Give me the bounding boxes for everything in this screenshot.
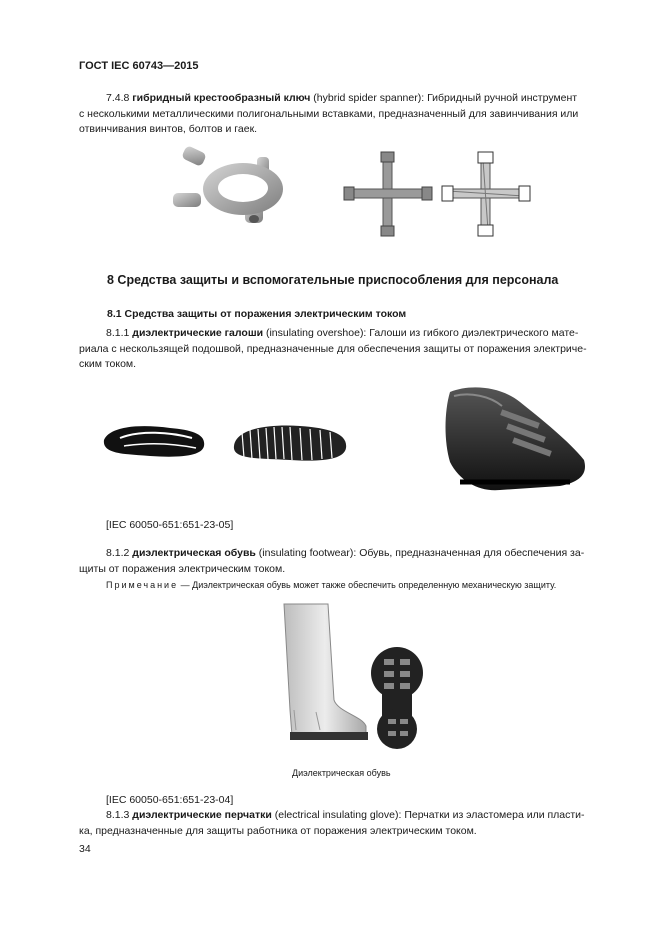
boot-photo [276, 600, 371, 748]
subsection-heading: 8.1 Средства защиты от поражения электрическим током [107, 308, 407, 320]
note [106, 580, 556, 590]
definition-text: щиты от поражения электрическим током. [79, 562, 286, 575]
definition-text: риала с нескользящей подошвой, предназначенные для обеспечения защиты от поражения электриче- [79, 342, 587, 355]
term: диэлектрические галоши [132, 327, 264, 339]
definition-text: ка, предназначенные для защиты работника от поражения электрическим током. [79, 824, 477, 837]
clause-number: 8.1.3 [106, 809, 130, 821]
term: диэлектрические перчатки [132, 809, 272, 821]
definition-text: Обувь, предназначенная для обеспечения за- [359, 547, 585, 559]
figure-caption: Диэлектрическая обувь [292, 768, 391, 778]
english-term: (insulating footwear): [258, 547, 357, 559]
section-heading: 8 Средства защиты и вспомогательные приспособления для персонала [107, 273, 559, 287]
hybrid-spanner-photo [163, 141, 303, 231]
page-number: 34 [79, 843, 91, 855]
definition-7-4-8 [79, 91, 615, 138]
english-term: (electrical insulating glove): [274, 809, 402, 821]
clause-number: 8.1.2 [106, 547, 130, 559]
clause-number: 8.1.1 [106, 327, 130, 339]
overshoe-drawing-side [100, 420, 210, 462]
definition-8-1-2 [79, 546, 615, 577]
boot-sole-photo [368, 645, 426, 750]
note-label: Примечание [106, 580, 179, 590]
definition-text: Гибридный ручной инструмент [427, 92, 578, 104]
cross-wrench-drawing [343, 150, 433, 238]
definition-8-1-3 [79, 808, 615, 839]
english-term: (hybrid spider spanner): [313, 92, 425, 104]
reference: [IEC 60050-651:651-23-05] [106, 519, 234, 531]
definition-text: ским током. [79, 358, 137, 370]
english-term: (insulating overshoe): [265, 327, 367, 339]
overshoe-photo [440, 382, 590, 497]
term: диэлектрическая обувь [132, 547, 256, 559]
cross-wrench-section-drawing [441, 150, 531, 238]
overshoe-drawing-sole [230, 418, 350, 466]
definition-text: Галоши из гибкого диэлектрического мате- [369, 327, 579, 339]
clause-number: 7.4.8 [106, 92, 130, 104]
reference: [IEC 60050-651:651-23-04] [106, 794, 234, 806]
definition-8-1-1 [79, 326, 615, 373]
note-text: — Диэлектрическая обувь может также обеспечить определенную механическую защиту. [180, 580, 557, 590]
definition-text: с несколькими металлическими полигональными вставками, предназначенный для завинчивания или [79, 107, 579, 120]
definition-text: Перчатки из эластомера или пласти- [404, 809, 585, 821]
definition-text: отвинчивания винтов, болтов и гаек. [79, 123, 258, 135]
document-header: ГОСТ IEC 60743—2015 [79, 60, 199, 72]
term: гибридный крестообразный ключ [132, 92, 311, 104]
